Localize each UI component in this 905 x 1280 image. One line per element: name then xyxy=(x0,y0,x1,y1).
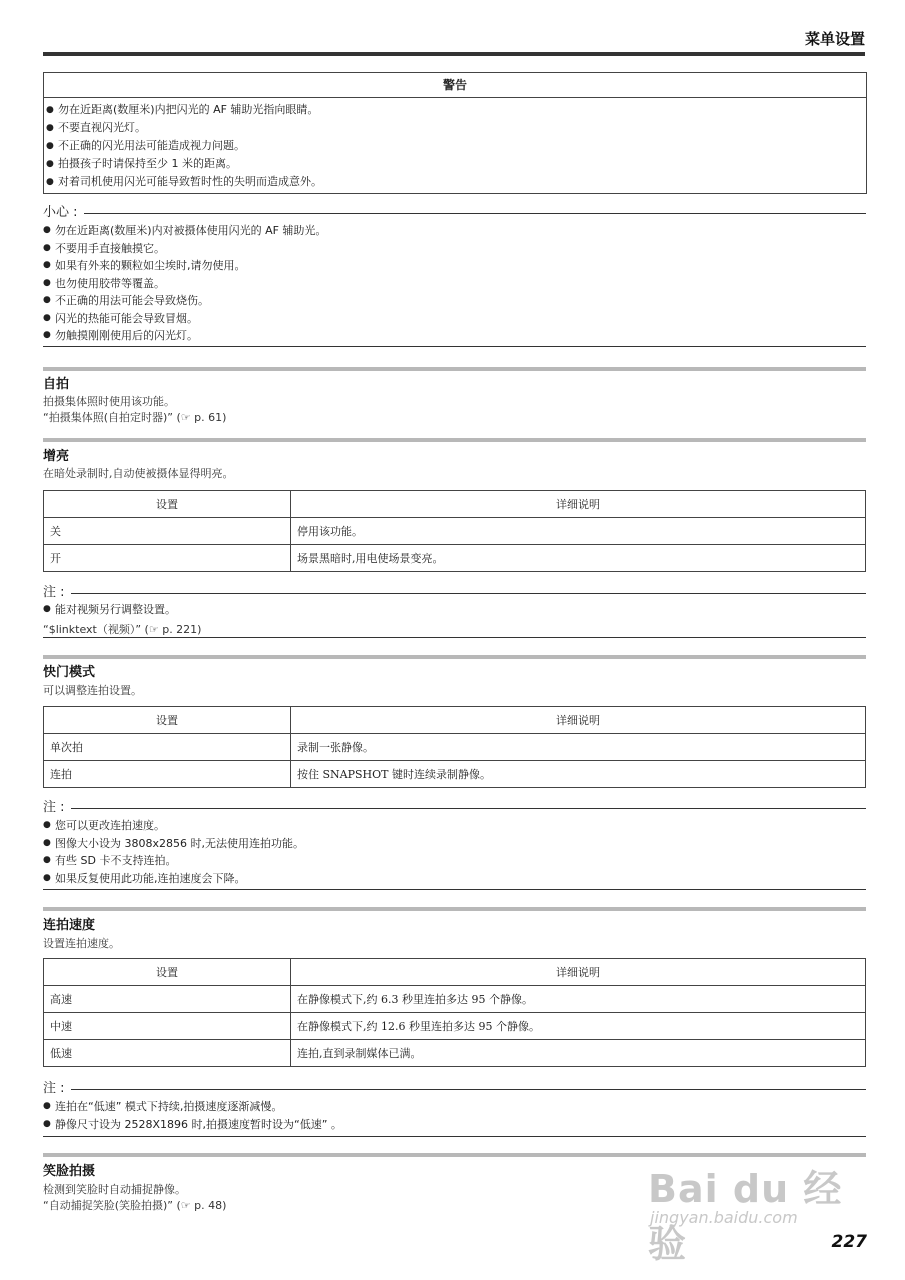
brighten-note-heading: 注 : xyxy=(43,585,866,601)
table-cell: 单次拍 xyxy=(44,734,291,761)
list-item: ● 不要直视闪光灯。 xyxy=(46,121,146,134)
table-row xyxy=(44,1013,866,1040)
table-cell: 中速 xyxy=(44,1013,291,1040)
list-item: ● 拍摄孩子时请保持至少 1 米的距离。 xyxy=(46,157,237,170)
brighten-desc: 在暗处录制时,自动使被摄体显得明亮。 xyxy=(43,467,234,480)
list-item: ● 图像大小设为 3808x2856 时,无法使用连拍功能。 xyxy=(43,836,304,850)
table-cell: 关 xyxy=(44,518,291,545)
brighten-note-link[interactable]: “$linktext（视频）” (☞ p. 221) xyxy=(43,623,202,636)
table-cell: 在静像模式下,约 6.3 秒里连拍多达 95 个静像。 xyxy=(291,986,866,1013)
list-item: ● 闪光的热能可能会导致冒烟。 xyxy=(43,311,198,325)
list-item: ● 勿触摸刚刚使用后的闪光灯。 xyxy=(43,329,198,342)
shutter-mode-title: 快门模式 xyxy=(43,665,96,680)
self-timer-link[interactable]: “拍摄集体照(自拍定时器)” (☞ p. 61) xyxy=(43,411,227,424)
table-cell: 停用该功能。 xyxy=(291,518,866,545)
list-item: ● 不正确的用法可能会导致烧伤。 xyxy=(43,294,209,307)
table-cell: 在静像模式下,约 12.6 秒里连拍多达 95 个静像。 xyxy=(291,1013,866,1040)
divider xyxy=(43,346,866,347)
smile-shot-desc: 检测到笑脸时自动捕捉静像。 xyxy=(43,1183,186,1196)
table-row xyxy=(44,1040,866,1067)
page-title: 菜单设置 xyxy=(804,30,865,48)
table-row xyxy=(44,986,866,1013)
watermark-url: jingyan.baidu.com xyxy=(650,1208,798,1227)
list-item: ● 也勿使用胶带等覆盖。 xyxy=(43,276,165,290)
table-row xyxy=(44,761,866,788)
page-number: 227 xyxy=(831,1232,867,1252)
watermark-logo: Bai du 经验 xyxy=(648,1167,843,1266)
divider xyxy=(43,637,866,638)
brighten-note-list xyxy=(43,601,866,619)
table-cell: 连拍 xyxy=(44,761,291,788)
page-header xyxy=(43,26,865,56)
shutter-note-list xyxy=(43,817,866,887)
shutter-mode-desc: 可以调整连拍设置。 xyxy=(43,684,142,697)
warning-list xyxy=(44,98,866,193)
shutter-note-heading: 注 : xyxy=(43,800,866,816)
list-item: ● 您可以更改连拍速度。 xyxy=(43,819,165,832)
table-header-cell: 设置 xyxy=(44,707,291,734)
caution-list xyxy=(43,222,866,345)
warning-box xyxy=(43,72,867,194)
list-item: ● 能对视频另行调整设置。 xyxy=(43,603,176,616)
list-item: ● 静像尺寸设为 2528X1896 时,拍摄速度暂时设为“低速” 。 xyxy=(43,1117,342,1131)
section-bar xyxy=(43,655,866,659)
table-row xyxy=(44,545,866,572)
brighten-table xyxy=(43,490,866,572)
table-header-cell: 详细说明 xyxy=(291,491,866,518)
table-header-cell: 详细说明 xyxy=(291,959,866,986)
divider xyxy=(43,1136,866,1137)
list-item: ● 如果反复使用此功能,连拍速度会下降。 xyxy=(43,871,246,885)
self-timer-title: 自拍 xyxy=(43,377,70,392)
smile-shot-link[interactable]: “自动捕捉笑脸(笑脸拍摄)” (☞ p. 48) xyxy=(43,1199,227,1212)
table-header-row xyxy=(44,491,866,518)
table-row xyxy=(44,518,866,545)
burst-note-list xyxy=(43,1098,866,1133)
table-header-row xyxy=(44,707,866,734)
list-item: ● 不要用手直接触摸它。 xyxy=(43,241,165,255)
table-header-cell: 设置 xyxy=(44,491,291,518)
smile-shot-title: 笑脸拍摄 xyxy=(43,1164,96,1179)
brighten-title: 增亮 xyxy=(43,449,70,464)
table-cell: 录制一张静像。 xyxy=(291,734,866,761)
list-item: ● 有些 SD 卡不支持连拍。 xyxy=(43,854,177,867)
table-header-cell: 设置 xyxy=(44,959,291,986)
self-timer-desc: 拍摄集体照时使用该功能。 xyxy=(43,395,175,408)
table-cell: 连拍,直到录制媒体已满。 xyxy=(291,1040,866,1067)
list-item: ● 勿在近距离(数厘米)内对被摄体使用闪光的 AF 辅助光。 xyxy=(43,224,327,237)
list-item: ● 如果有外来的颗粒如尘埃时,请勿使用。 xyxy=(43,259,246,272)
table-cell: 按住 SNAPSHOT 键时连续录制静像。 xyxy=(291,761,866,788)
list-item: ● 连拍在“低速” 模式下持续,拍摄速度逐渐减慢。 xyxy=(43,1100,283,1113)
table-cell: 高速 xyxy=(44,986,291,1013)
burst-speed-title: 连拍速度 xyxy=(43,918,96,933)
caution-heading: 小心 : xyxy=(43,205,866,221)
table-header-row xyxy=(44,959,866,986)
table-cell: 开 xyxy=(44,545,291,572)
section-bar xyxy=(43,907,866,911)
section-bar xyxy=(43,367,866,371)
section-bar xyxy=(43,438,866,442)
warning-title: 警告 xyxy=(44,73,866,98)
list-item: ● 勿在近距离(数厘米)内把闪光的 AF 辅助光指向眼睛。 xyxy=(46,103,319,116)
burst-note-heading: 注 : xyxy=(43,1081,866,1097)
list-item: ● 对着司机使用闪光可能导致暂时性的失明而造成意外。 xyxy=(46,175,322,188)
list-item: ● 不正确的闪光用法可能造成视力问题。 xyxy=(46,139,245,152)
table-header-cell: 详细说明 xyxy=(291,707,866,734)
table-cell: 低速 xyxy=(44,1040,291,1067)
shutter-mode-table xyxy=(43,706,866,788)
table-cell: 场景黑暗时,用电使场景变亮。 xyxy=(291,545,866,572)
divider xyxy=(43,889,866,890)
burst-speed-table xyxy=(43,958,866,1067)
burst-speed-desc: 设置连拍速度。 xyxy=(43,937,120,950)
table-row xyxy=(44,734,866,761)
